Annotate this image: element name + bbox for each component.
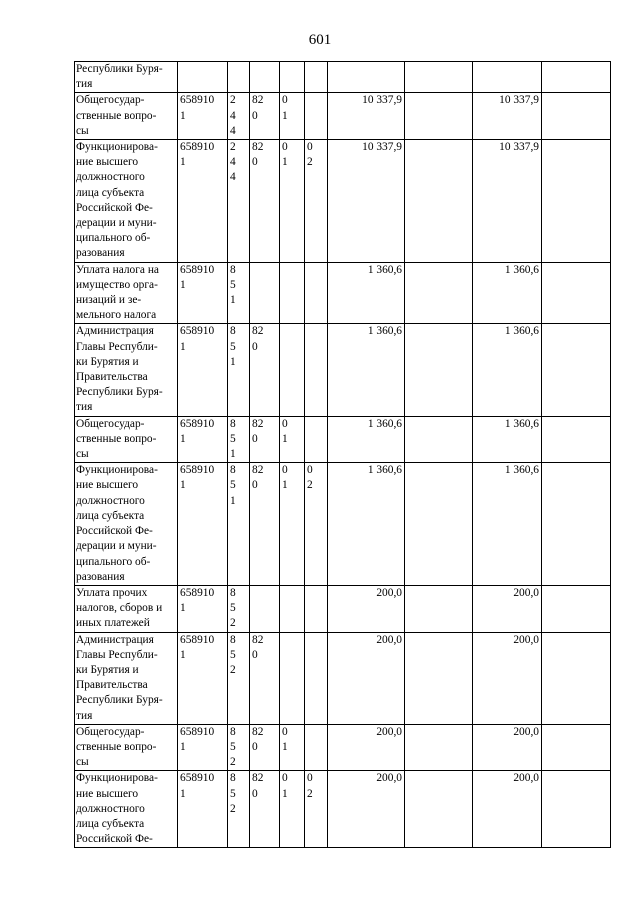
amount-cell bbox=[328, 585, 405, 632]
amount-cell bbox=[473, 140, 542, 263]
section-cell bbox=[280, 140, 305, 263]
amount-cell-text: 10 337,9 bbox=[362, 94, 402, 107]
ministry-code-cell-text: 82 0 bbox=[252, 725, 264, 753]
amount-cell bbox=[328, 324, 405, 416]
row-name-cell-text: Общегосудар- ственные вопро- сы bbox=[76, 94, 157, 137]
subsection-cell-text: 0 2 bbox=[307, 141, 313, 169]
ministry-code-cell-text: 82 0 bbox=[252, 94, 264, 122]
subsection-cell bbox=[305, 632, 328, 724]
table-row bbox=[75, 62, 611, 93]
target-code-cell bbox=[178, 463, 228, 586]
row-name-cell-text: Общегосудар- ственные вопро- сы bbox=[76, 417, 157, 461]
expense-type-cell bbox=[228, 585, 250, 632]
amount-cell bbox=[542, 62, 611, 93]
expense-type-cell-text: 8 5 1 bbox=[230, 263, 236, 307]
amount-cell bbox=[328, 416, 405, 463]
expense-type-cell-text: 8 5 2 bbox=[230, 772, 236, 815]
expense-type-cell bbox=[228, 324, 250, 416]
subsection-cell bbox=[305, 62, 328, 93]
amount-cell bbox=[542, 324, 611, 416]
ministry-code-cell bbox=[250, 771, 280, 848]
section-cell bbox=[280, 262, 305, 324]
expense-type-cell bbox=[228, 724, 250, 771]
section-cell bbox=[280, 585, 305, 632]
amount-cell-text: 200,0 bbox=[376, 633, 402, 646]
subsection-cell bbox=[305, 585, 328, 632]
amount-cell bbox=[542, 463, 611, 586]
target-code-cell bbox=[178, 632, 228, 724]
target-code-cell-text: 658910 1 bbox=[180, 586, 215, 615]
amount-cell-text: 10 337,9 bbox=[499, 141, 539, 154]
ministry-code-cell bbox=[250, 62, 280, 93]
row-name-cell bbox=[75, 140, 178, 263]
amount-cell bbox=[405, 771, 473, 848]
amount-cell bbox=[542, 262, 611, 324]
expense-type-cell-text: 8 5 2 bbox=[230, 725, 236, 769]
table-row bbox=[75, 724, 611, 771]
expense-type-cell bbox=[228, 93, 250, 140]
amount-cell-text: 200,0 bbox=[513, 633, 539, 646]
amount-cell bbox=[405, 62, 473, 93]
ministry-code-cell bbox=[250, 324, 280, 416]
table-row bbox=[75, 416, 611, 463]
row-name-cell-text: Функционирова- ние высшего должностного лица субъекта Российской Фе- bbox=[76, 772, 158, 846]
section-cell bbox=[280, 416, 305, 463]
table-row bbox=[75, 585, 611, 632]
ministry-code-cell-text: 82 0 bbox=[252, 772, 264, 800]
expense-type-cell bbox=[228, 771, 250, 848]
section-cell-text: 0 1 bbox=[282, 417, 288, 445]
amount-cell bbox=[542, 724, 611, 771]
row-name-cell bbox=[75, 463, 178, 586]
amount-cell bbox=[328, 62, 405, 93]
row-name-cell bbox=[75, 62, 178, 93]
ministry-code-cell-text: 82 0 bbox=[252, 417, 264, 445]
target-code-cell bbox=[178, 416, 228, 463]
amount-cell bbox=[542, 93, 611, 140]
amount-cell-text: 1 360,6 bbox=[367, 417, 402, 430]
amount-cell bbox=[473, 324, 542, 416]
amount-cell-text: 200,0 bbox=[513, 772, 539, 785]
section-cell bbox=[280, 632, 305, 724]
expense-type-cell-text: 8 5 1 bbox=[230, 464, 236, 507]
subsection-cell bbox=[305, 416, 328, 463]
expense-type-cell-text: 8 5 2 bbox=[230, 586, 236, 630]
budget-table bbox=[74, 61, 611, 848]
amount-cell bbox=[542, 585, 611, 632]
ministry-code-cell-text: 82 0 bbox=[252, 141, 264, 169]
amount-cell bbox=[473, 93, 542, 140]
target-code-cell bbox=[178, 140, 228, 263]
table-row bbox=[75, 632, 611, 724]
expense-type-cell bbox=[228, 632, 250, 724]
amount-cell bbox=[328, 93, 405, 140]
amount-cell bbox=[542, 140, 611, 263]
table-row bbox=[75, 262, 611, 324]
section-cell bbox=[280, 324, 305, 416]
amount-cell bbox=[473, 724, 542, 771]
row-name-cell-text: Республики Буря- тия bbox=[76, 63, 163, 91]
expense-type-cell-text: 8 5 2 bbox=[230, 633, 236, 676]
ministry-code-cell-text: 82 0 bbox=[252, 464, 264, 492]
section-cell-text: 0 1 bbox=[282, 94, 288, 122]
amount-cell-text: 1 360,6 bbox=[504, 263, 539, 276]
amount-cell bbox=[328, 771, 405, 848]
amount-cell bbox=[405, 324, 473, 416]
subsection-cell-text: 0 2 bbox=[307, 464, 313, 492]
row-name-cell-text: Общегосудар- ственные вопро- сы bbox=[76, 725, 157, 769]
table-row bbox=[75, 324, 611, 416]
table-body bbox=[75, 62, 611, 848]
target-code-cell-text: 658910 1 bbox=[180, 464, 215, 492]
ministry-code-cell bbox=[250, 93, 280, 140]
amount-cell bbox=[405, 262, 473, 324]
target-code-cell-text: 658910 1 bbox=[180, 772, 215, 800]
expense-type-cell-text: 2 4 4 bbox=[230, 94, 236, 137]
section-cell bbox=[280, 93, 305, 140]
ministry-code-cell bbox=[250, 140, 280, 263]
page-number: 601 bbox=[308, 32, 332, 48]
ministry-code-cell-text: 82 0 bbox=[252, 325, 264, 353]
target-code-cell-text: 658910 1 bbox=[180, 263, 215, 291]
amount-cell bbox=[405, 632, 473, 724]
section-cell-text: 0 1 bbox=[282, 772, 288, 800]
amount-cell bbox=[405, 463, 473, 586]
expense-type-cell-text: 8 5 1 bbox=[230, 417, 236, 461]
amount-cell bbox=[542, 771, 611, 848]
amount-cell bbox=[328, 463, 405, 586]
amount-cell bbox=[473, 262, 542, 324]
ministry-code-cell bbox=[250, 416, 280, 463]
table-row bbox=[75, 771, 611, 848]
amount-cell bbox=[328, 632, 405, 724]
amount-cell bbox=[405, 585, 473, 632]
subsection-cell bbox=[305, 324, 328, 416]
target-code-cell bbox=[178, 324, 228, 416]
section-cell bbox=[280, 463, 305, 586]
ministry-code-cell bbox=[250, 463, 280, 586]
amount-cell bbox=[473, 416, 542, 463]
row-name-cell bbox=[75, 585, 178, 632]
row-name-cell bbox=[75, 724, 178, 771]
amount-cell bbox=[405, 724, 473, 771]
amount-cell bbox=[473, 62, 542, 93]
row-name-cell-text: Администрация Главы Республи- ки Бурятия и Правительства Республики Буря- тия bbox=[76, 325, 163, 414]
subsection-cell bbox=[305, 771, 328, 848]
amount-cell-text: 200,0 bbox=[376, 725, 402, 738]
expense-type-cell bbox=[228, 463, 250, 586]
amount-cell-text: 1 360,6 bbox=[367, 464, 402, 477]
row-name-cell-text: Функционирова- ние высшего должностного лица субъекта Российской Фе- дерации и муни- ципального об- разования bbox=[76, 464, 158, 583]
ministry-code-cell-text: 82 0 bbox=[252, 633, 264, 661]
expense-type-cell bbox=[228, 262, 250, 324]
amount-cell bbox=[405, 93, 473, 140]
section-cell-text: 0 1 bbox=[282, 725, 288, 753]
expense-type-cell-text: 2 4 4 bbox=[230, 141, 236, 184]
target-code-cell bbox=[178, 62, 228, 93]
amount-cell bbox=[542, 632, 611, 724]
row-name-cell bbox=[75, 324, 178, 416]
table-row bbox=[75, 463, 611, 586]
ministry-code-cell bbox=[250, 262, 280, 324]
amount-cell-text: 10 337,9 bbox=[499, 94, 539, 107]
section-cell bbox=[280, 62, 305, 93]
target-code-cell bbox=[178, 93, 228, 140]
row-name-cell-text: Функционирова- ние высшего должностного лица субъекта Российской Фе- дерации и муни- ципального об- разования bbox=[76, 141, 158, 260]
target-code-cell bbox=[178, 262, 228, 324]
target-code-cell bbox=[178, 585, 228, 632]
subsection-cell bbox=[305, 262, 328, 324]
amount-cell bbox=[405, 140, 473, 263]
section-cell-text: 0 1 bbox=[282, 141, 288, 169]
row-name-cell-text: Уплата прочих налогов, сборов и иных платежей bbox=[76, 586, 163, 630]
amount-cell-text: 1 360,6 bbox=[504, 325, 539, 338]
amount-cell bbox=[328, 262, 405, 324]
table-row bbox=[75, 140, 611, 263]
amount-cell-text: 1 360,6 bbox=[367, 325, 402, 338]
amount-cell-text: 200,0 bbox=[376, 586, 402, 599]
row-name-cell bbox=[75, 771, 178, 848]
ministry-code-cell bbox=[250, 585, 280, 632]
target-code-cell bbox=[178, 724, 228, 771]
section-cell bbox=[280, 771, 305, 848]
amount-cell-text: 10 337,9 bbox=[362, 141, 402, 154]
ministry-code-cell bbox=[250, 632, 280, 724]
expense-type-cell bbox=[228, 62, 250, 93]
amount-cell bbox=[328, 140, 405, 263]
amount-cell bbox=[473, 463, 542, 586]
amount-cell bbox=[473, 585, 542, 632]
row-name-cell bbox=[75, 262, 178, 324]
subsection-cell bbox=[305, 463, 328, 586]
row-name-cell bbox=[75, 632, 178, 724]
row-name-cell-text: Уплата налога на имущество орга- низаций и зе- мельного налога bbox=[76, 263, 159, 322]
amount-cell bbox=[328, 724, 405, 771]
target-code-cell-text: 658910 1 bbox=[180, 725, 215, 753]
expense-type-cell bbox=[228, 140, 250, 263]
target-code-cell-text: 658910 1 bbox=[180, 325, 215, 353]
target-code-cell-text: 658910 1 bbox=[180, 633, 215, 661]
amount-cell bbox=[473, 771, 542, 848]
target-code-cell-text: 658910 1 bbox=[180, 141, 215, 169]
subsection-cell-text: 0 2 bbox=[307, 772, 313, 800]
target-code-cell-text: 658910 1 bbox=[180, 94, 215, 122]
amount-cell-text: 200,0 bbox=[376, 772, 402, 785]
subsection-cell bbox=[305, 140, 328, 263]
target-code-cell bbox=[178, 771, 228, 848]
amount-cell bbox=[473, 632, 542, 724]
section-cell-text: 0 1 bbox=[282, 464, 288, 492]
table-row bbox=[75, 93, 611, 140]
amount-cell-text: 1 360,6 bbox=[367, 263, 402, 276]
expense-type-cell-text: 8 5 1 bbox=[230, 325, 236, 368]
row-name-cell bbox=[75, 416, 178, 463]
subsection-cell bbox=[305, 724, 328, 771]
amount-cell-text: 1 360,6 bbox=[504, 417, 539, 430]
ministry-code-cell bbox=[250, 724, 280, 771]
section-cell bbox=[280, 724, 305, 771]
row-name-cell bbox=[75, 93, 178, 140]
amount-cell-text: 200,0 bbox=[513, 725, 539, 738]
subsection-cell bbox=[305, 93, 328, 140]
amount-cell bbox=[542, 416, 611, 463]
row-name-cell-text: Администрация Главы Республи- ки Бурятия и Правительства Республики Буря- тия bbox=[76, 633, 163, 722]
target-code-cell-text: 658910 1 bbox=[180, 417, 215, 445]
amount-cell-text: 200,0 bbox=[513, 586, 539, 599]
amount-cell bbox=[405, 416, 473, 463]
expense-type-cell bbox=[228, 416, 250, 463]
amount-cell-text: 1 360,6 bbox=[504, 464, 539, 477]
